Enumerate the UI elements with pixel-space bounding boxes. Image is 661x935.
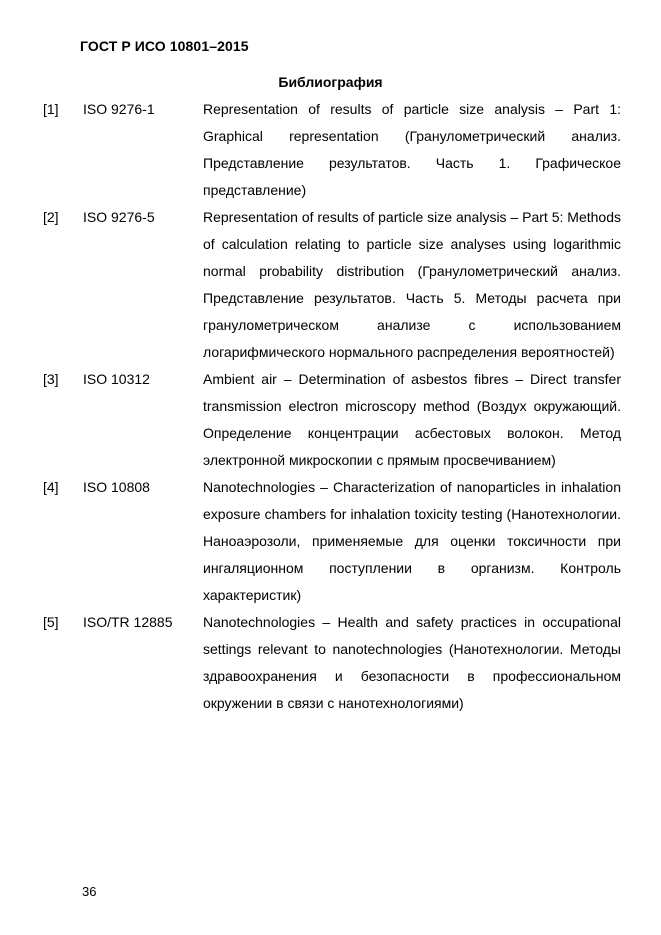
- entry-title: Representation of results of particle size analysis – Part 5: Methods of calculation relating to particle size analyses using logarithmic normal probability distribution (Гранулометрический анализ. Представление результатов. Часть 5. Методы расчета при гранулометрическом анализе с использованием логарифмического нормального распределения вероятностей): [203, 209, 621, 360]
- entry-number: [4]: [43, 479, 59, 495]
- page-number: 36: [82, 884, 97, 899]
- bibliography-entry: [43, 609, 621, 717]
- bibliography-list: [43, 96, 621, 717]
- entry-standard-code: ISO 10808: [83, 479, 150, 495]
- bibliography-entry: [43, 366, 621, 474]
- entry-standard-code: ISO 10312: [83, 371, 150, 387]
- entry-number: [1]: [43, 101, 59, 117]
- entry-number: [2]: [43, 209, 59, 225]
- document-header: ГОСТ Р ИСО 10801–2015: [80, 38, 249, 54]
- entry-number: [3]: [43, 371, 59, 387]
- entry-title: Representation of results of particle size analysis – Part 1: Graphical representation (Гранулометрический анализ. Представление результатов. Часть 1. Графическое представление): [203, 101, 621, 198]
- entry-title: Nanotechnologies – Characterization of nanoparticles in inhalation exposure chambers for inhalation toxicity testing (Нанотехнологии. Наноаэрозоли, применяемые для оценки токсичности при ингаляционном поступлении в организм. Контроль характеристик): [203, 479, 621, 603]
- bibliography-entry: [43, 204, 621, 366]
- entry-standard-code: ISO/TR 12885: [83, 614, 173, 630]
- entry-title: Ambient air – Determination of asbestos fibres – Direct transfer transmission electron microscopy method (Воздух окружающий. Определение концентрации асбестовых волокон. Метод электронной микроскопии с прямым просвечиванием): [203, 371, 621, 468]
- bibliography-entry: [43, 96, 621, 204]
- entry-title: Nanotechnologies – Health and safety practices in occupational settings relevant to nanotechnologies (Нанотехнологии. Методы здравоохранения и безопасности в профессиональном окружении в связи с нанотехнологиями): [203, 614, 621, 711]
- entry-standard-code: ISO 9276-5: [83, 209, 155, 225]
- bibliography-title: Библиография: [278, 74, 383, 90]
- entry-standard-code: ISO 9276-1: [83, 101, 155, 117]
- bibliography-entry: [43, 474, 621, 609]
- entry-number: [5]: [43, 614, 59, 630]
